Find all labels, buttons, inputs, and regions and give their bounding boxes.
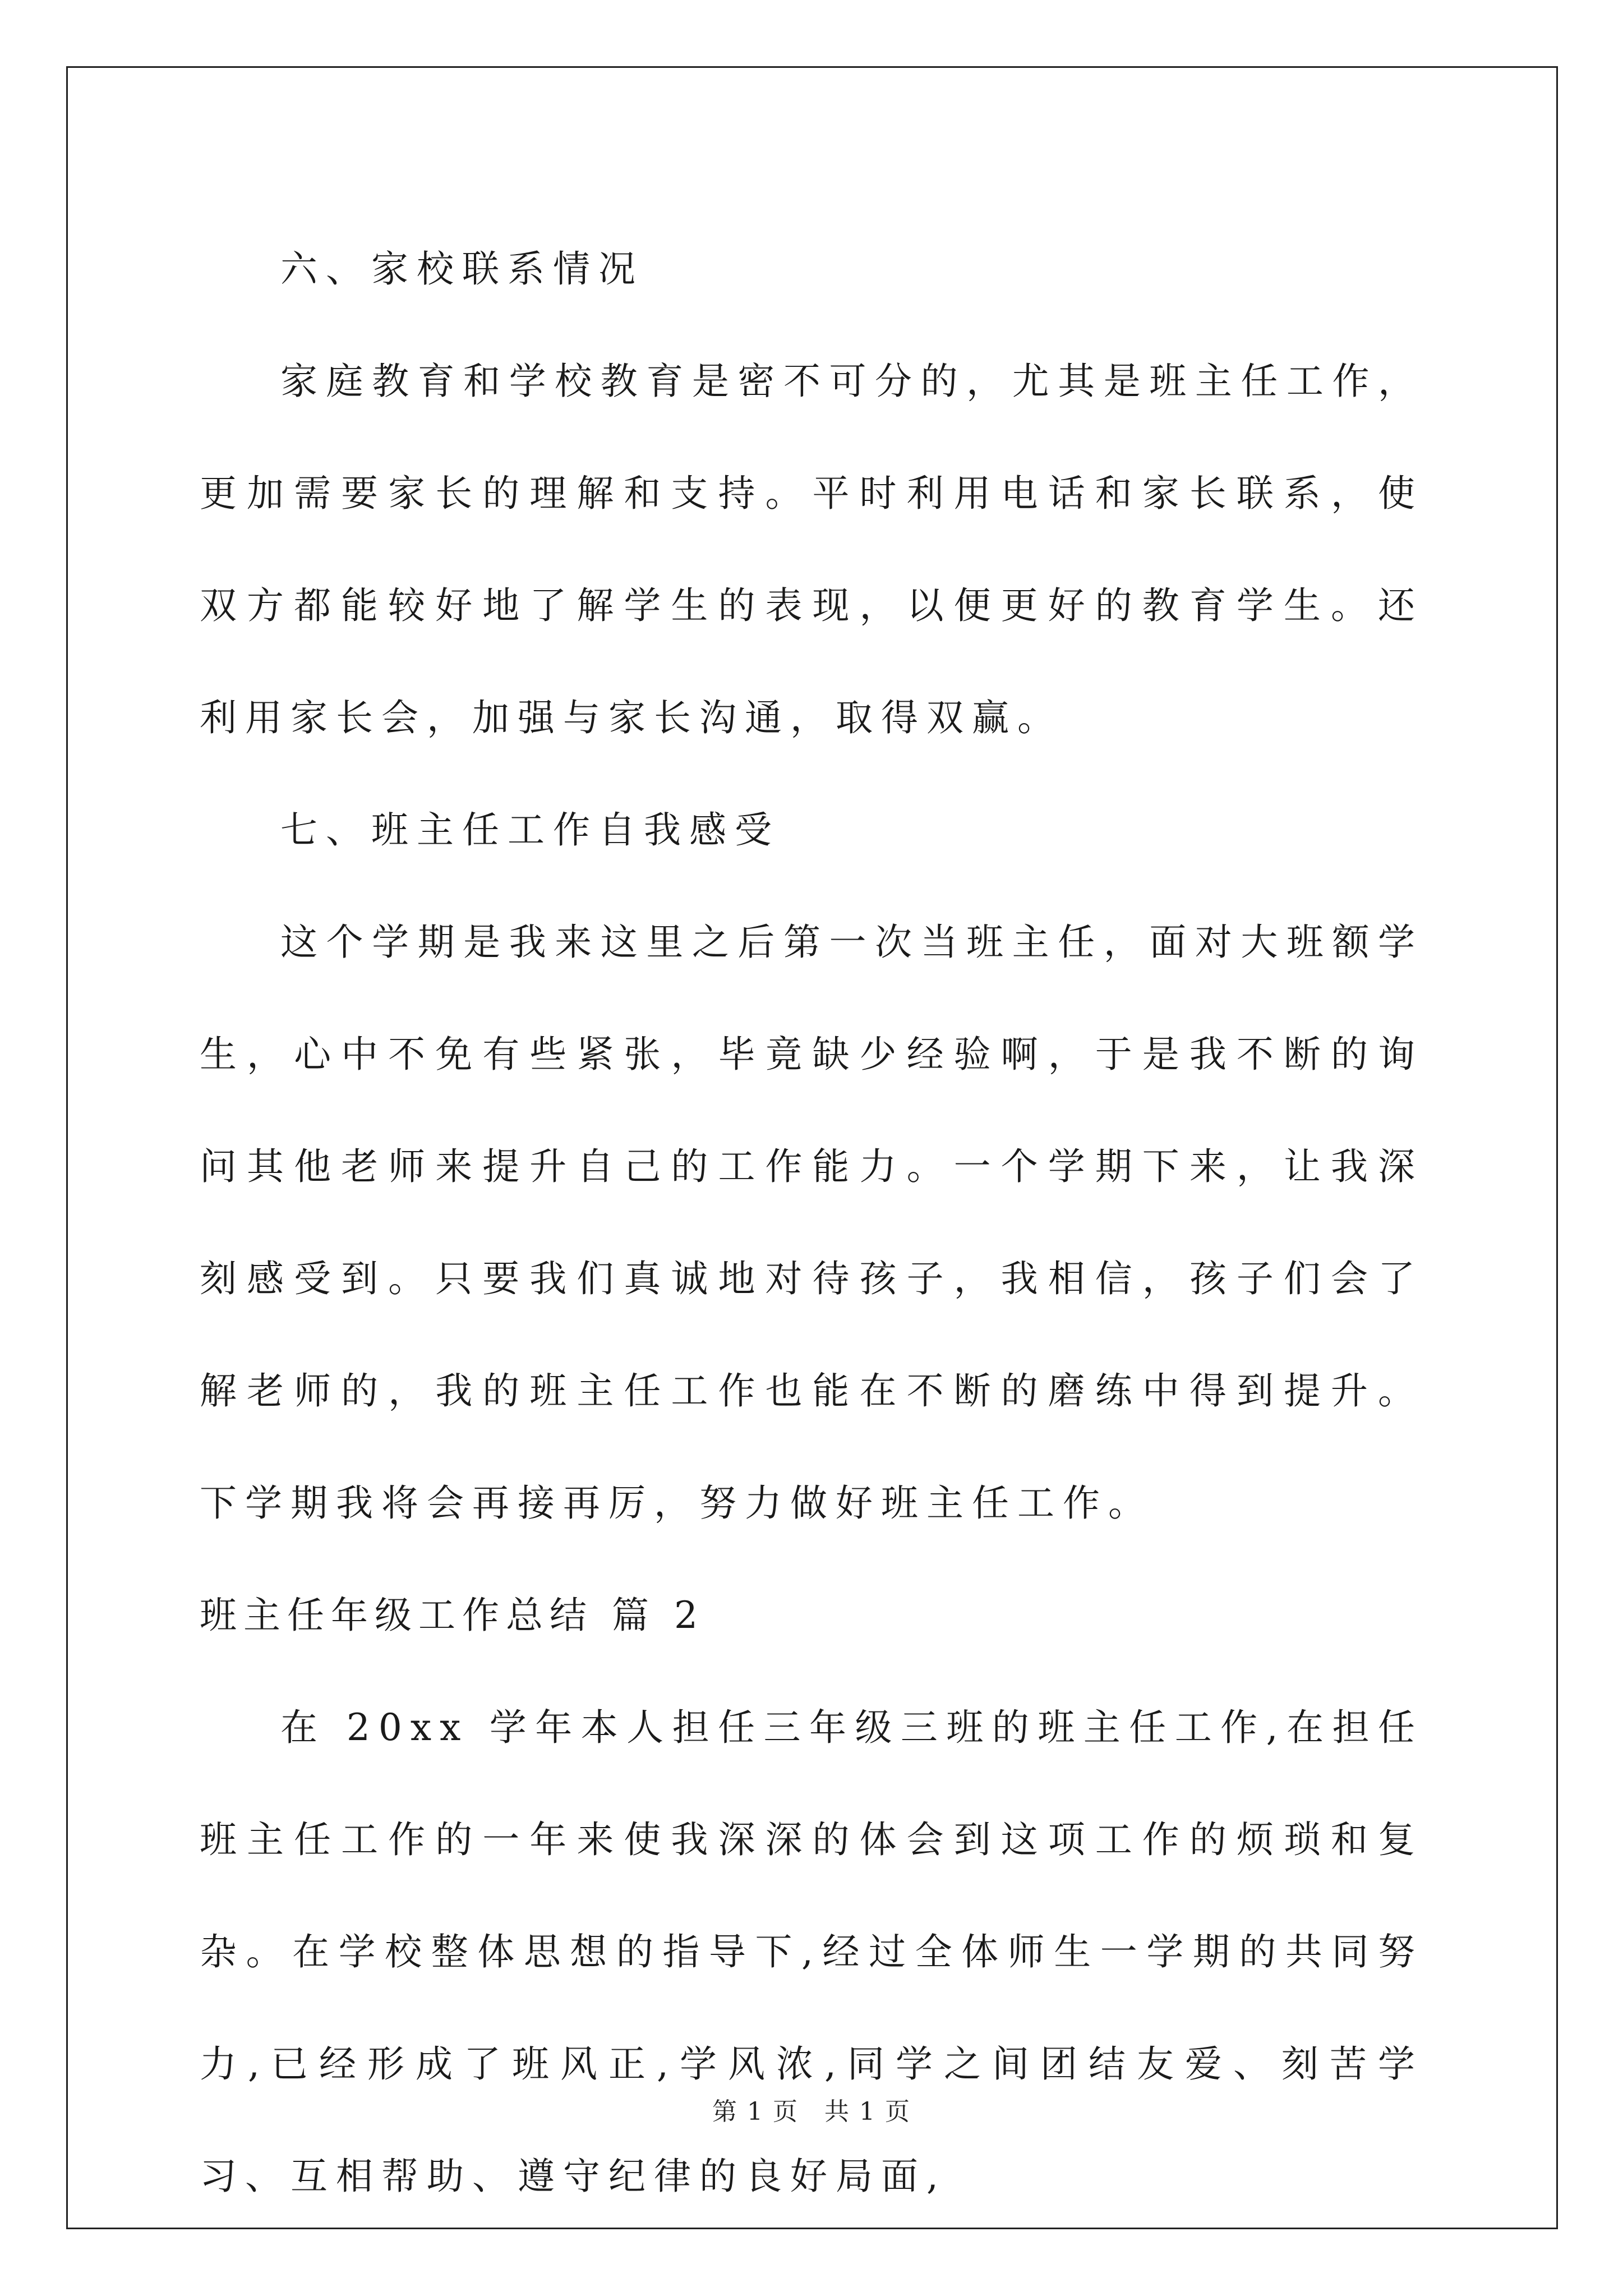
paragraph-intro: 在 20xx 学年本人担任三年级三班的班主任工作,在担任班主任工作的一年来使我深深的体会到这项工作的烦琐和复杂。在学校整体思想的指导下,经过全体师生一学期的共同努力,已经形成了班风正,学风浓,同学之间团结友爱、刻苦学习、互相帮助、遵守纪律的良好局面, <box>200 1706 1423 2198</box>
article-title: 班主任年级工作总结 篇 2 <box>200 1594 704 1637</box>
section-heading-six: 六、家校联系情况 <box>280 247 644 291</box>
document-body <box>200 213 1423 2233</box>
paragraph-self-reflection: 这个学期是我来这里之后第一次当班主任，面对大班额学生，心中不免有些紧张，毕竟缺少经验啊，于是我不断的询问其他老师来提升自己的工作能力。一个学期下来，让我深刻感受到。只要我们真诚地对待孩子，我相信，孩子们会了解老师的，我的班主任工作也能在不断的磨练中得到提升。下学期我将会再接再厉，努力做好班主任工作。 <box>200 921 1423 1525</box>
paragraph-home-school: 家庭教育和学校教育是密不可分的，尤其是班主任工作，更加需要家长的理解和支持。平时利用电话和家长联系，使双方都能较好地了解学生的表现，以便更好的教育学生。还利用家长会，加强与家长沟通，取得双赢。 <box>200 360 1423 739</box>
page-number-footer: 第 1 页 共 1 页 <box>712 2097 911 2126</box>
section-heading-seven: 七、班主任工作自我感受 <box>280 808 780 852</box>
